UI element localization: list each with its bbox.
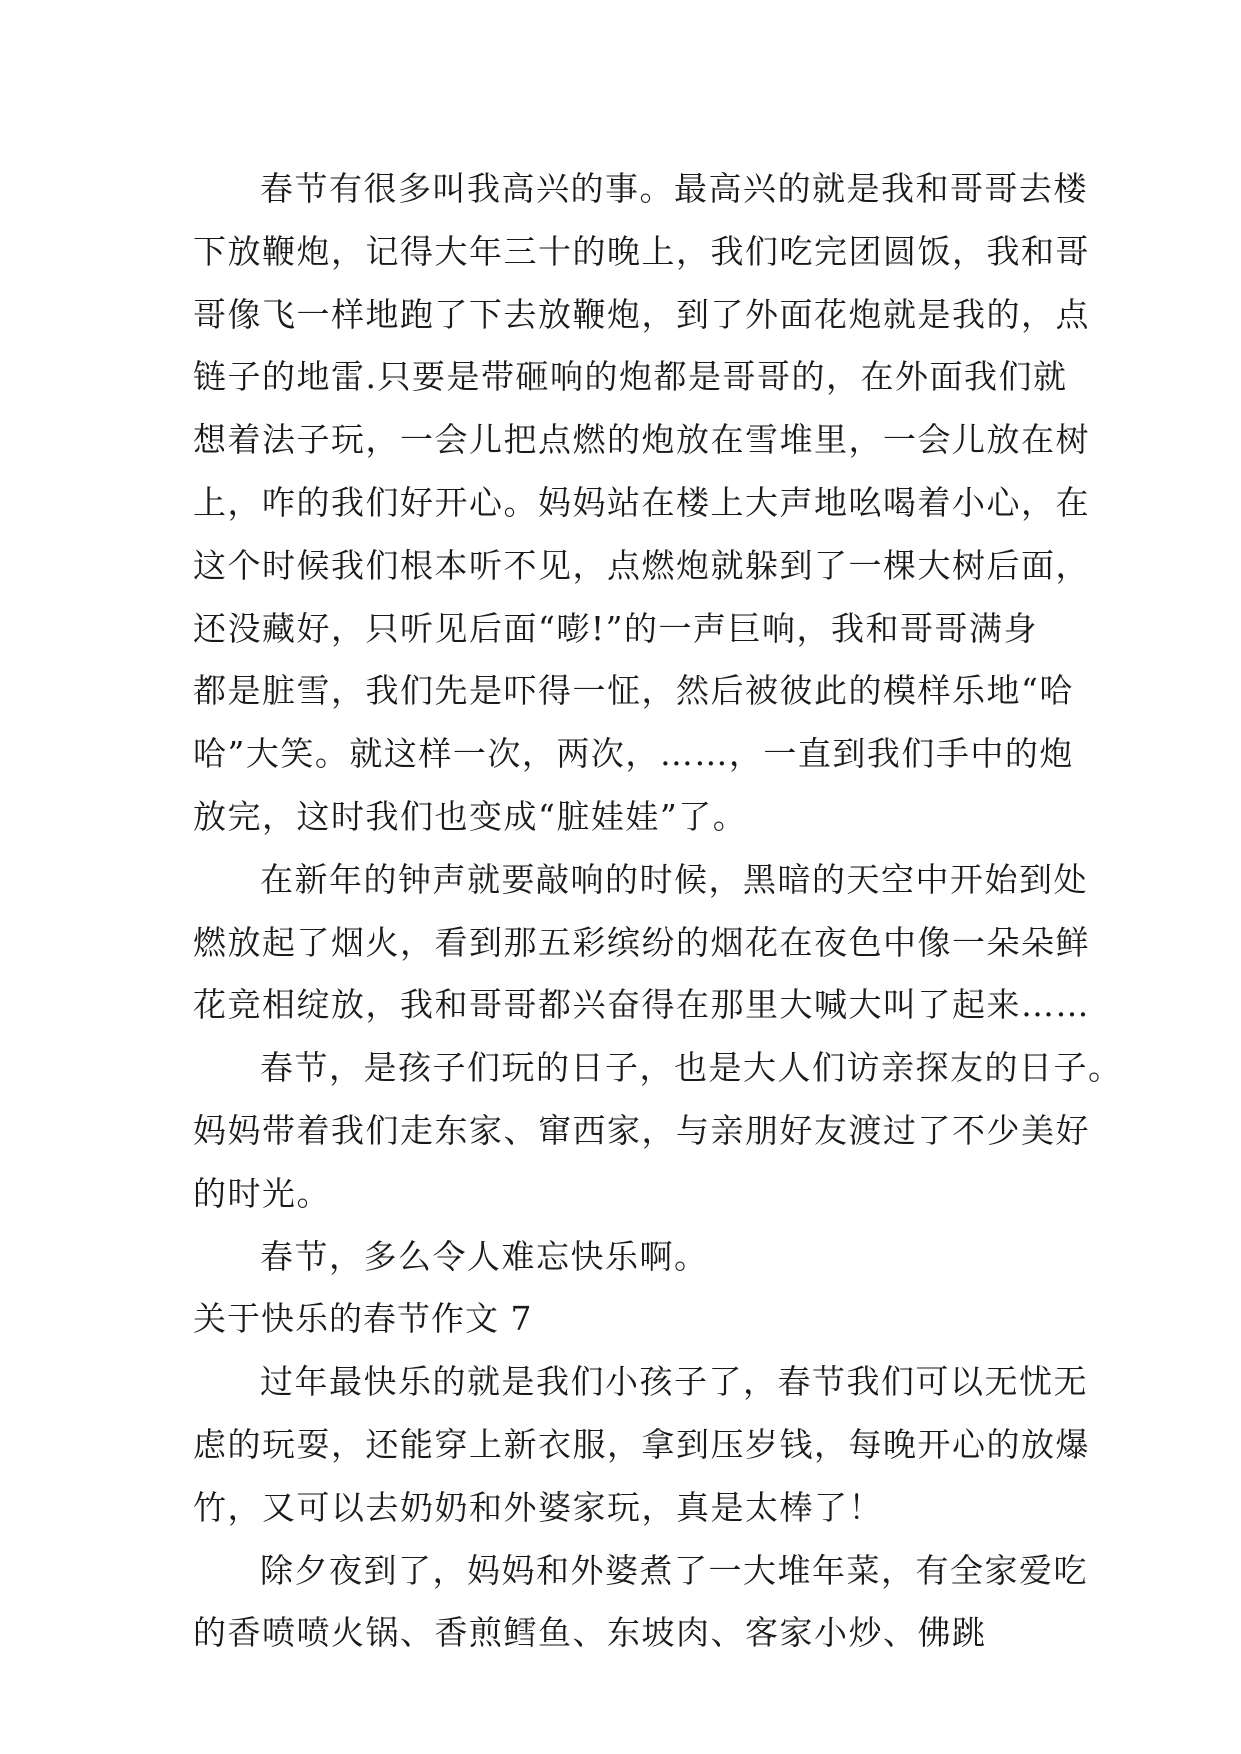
text-line: 竹，又可以去奶奶和外婆家玩，真是太棒了！ — [193, 1487, 883, 1527]
essay-body — [193, 158, 1123, 1665]
text-line: 春节，多么令人难忘快乐啊。 — [260, 1236, 709, 1276]
text-line: 燃放起了烟火，看到那五彩缤纷的烟花在夜色中像一朵朵鲜 — [193, 922, 1090, 962]
text-line: 春节有很多叫我高兴的事。最高兴的就是我和哥哥去楼 — [260, 169, 1088, 208]
text-line: 在新年的钟声就要敲响的时候，黑暗的天空中开始到处 — [260, 859, 1088, 899]
text-line: 妈妈带着我们走东家、窜西家，与亲朋好友渡过了不少美好 — [193, 1110, 1090, 1150]
text-line: 的香喷喷火锅、香煎鳕鱼、东坡肉、客家小炒、佛跳 — [193, 1613, 987, 1653]
section-heading: 关于快乐的春节作文 7 — [193, 1299, 533, 1339]
text-line: 哥像飞一样地跑了下去放鞭炮，到了外面花炮就是我的，点 — [193, 294, 1090, 334]
text-line: 哈”大笑。就这样一次，两次，……，一直到我们手中的炮 — [193, 734, 1074, 774]
text-line: 花竞相绽放，我和哥哥都兴奋得在那里大喊大叫了起来…… — [193, 985, 1090, 1025]
text-line: 想着法子玩，一会儿把点燃的炮放在雪堆里，一会儿放在树 — [193, 420, 1090, 460]
text-line: 过年最快乐的就是我们小孩子了，春节我们可以无忧无 — [260, 1362, 1088, 1402]
text-line: 虑的玩耍，还能穿上新衣服，拿到压岁钱，每晚开心的放爆 — [193, 1424, 1090, 1464]
text-line: 这个时候我们根本听不见，点燃炮就躲到了一棵大树后面， — [193, 545, 1090, 585]
text-line: 的时光。 — [193, 1173, 331, 1213]
text-line: 上，咋的我们好开心。妈妈站在楼上大声地吆喝着小心，在 — [193, 482, 1090, 522]
text-line: 还没藏好，只听见后面“嘭!”的一声巨响，我和哥哥满身 — [193, 608, 1039, 648]
text-line: 放完，这时我们也变成“脏娃娃”了。 — [193, 796, 748, 836]
text-line: 除夕夜到了，妈妈和外婆煮了一大堆年菜，有全家爱吃 — [260, 1550, 1088, 1590]
text-line: 链子的地雷.只要是带砸响的炮都是哥哥的，在外面我们就 — [193, 357, 1068, 397]
text-line: 下放鞭炮，记得大年三十的晚上，我们吃完团圆饭，我和哥 — [193, 231, 1090, 271]
text-line: 春节，是孩子们玩的日子，也是大人们访亲探友的日子。 — [260, 1048, 1123, 1088]
text-line: 都是脏雪，我们先是吓得一怔，然后被彼此的模样乐地“哈 — [193, 671, 1074, 711]
